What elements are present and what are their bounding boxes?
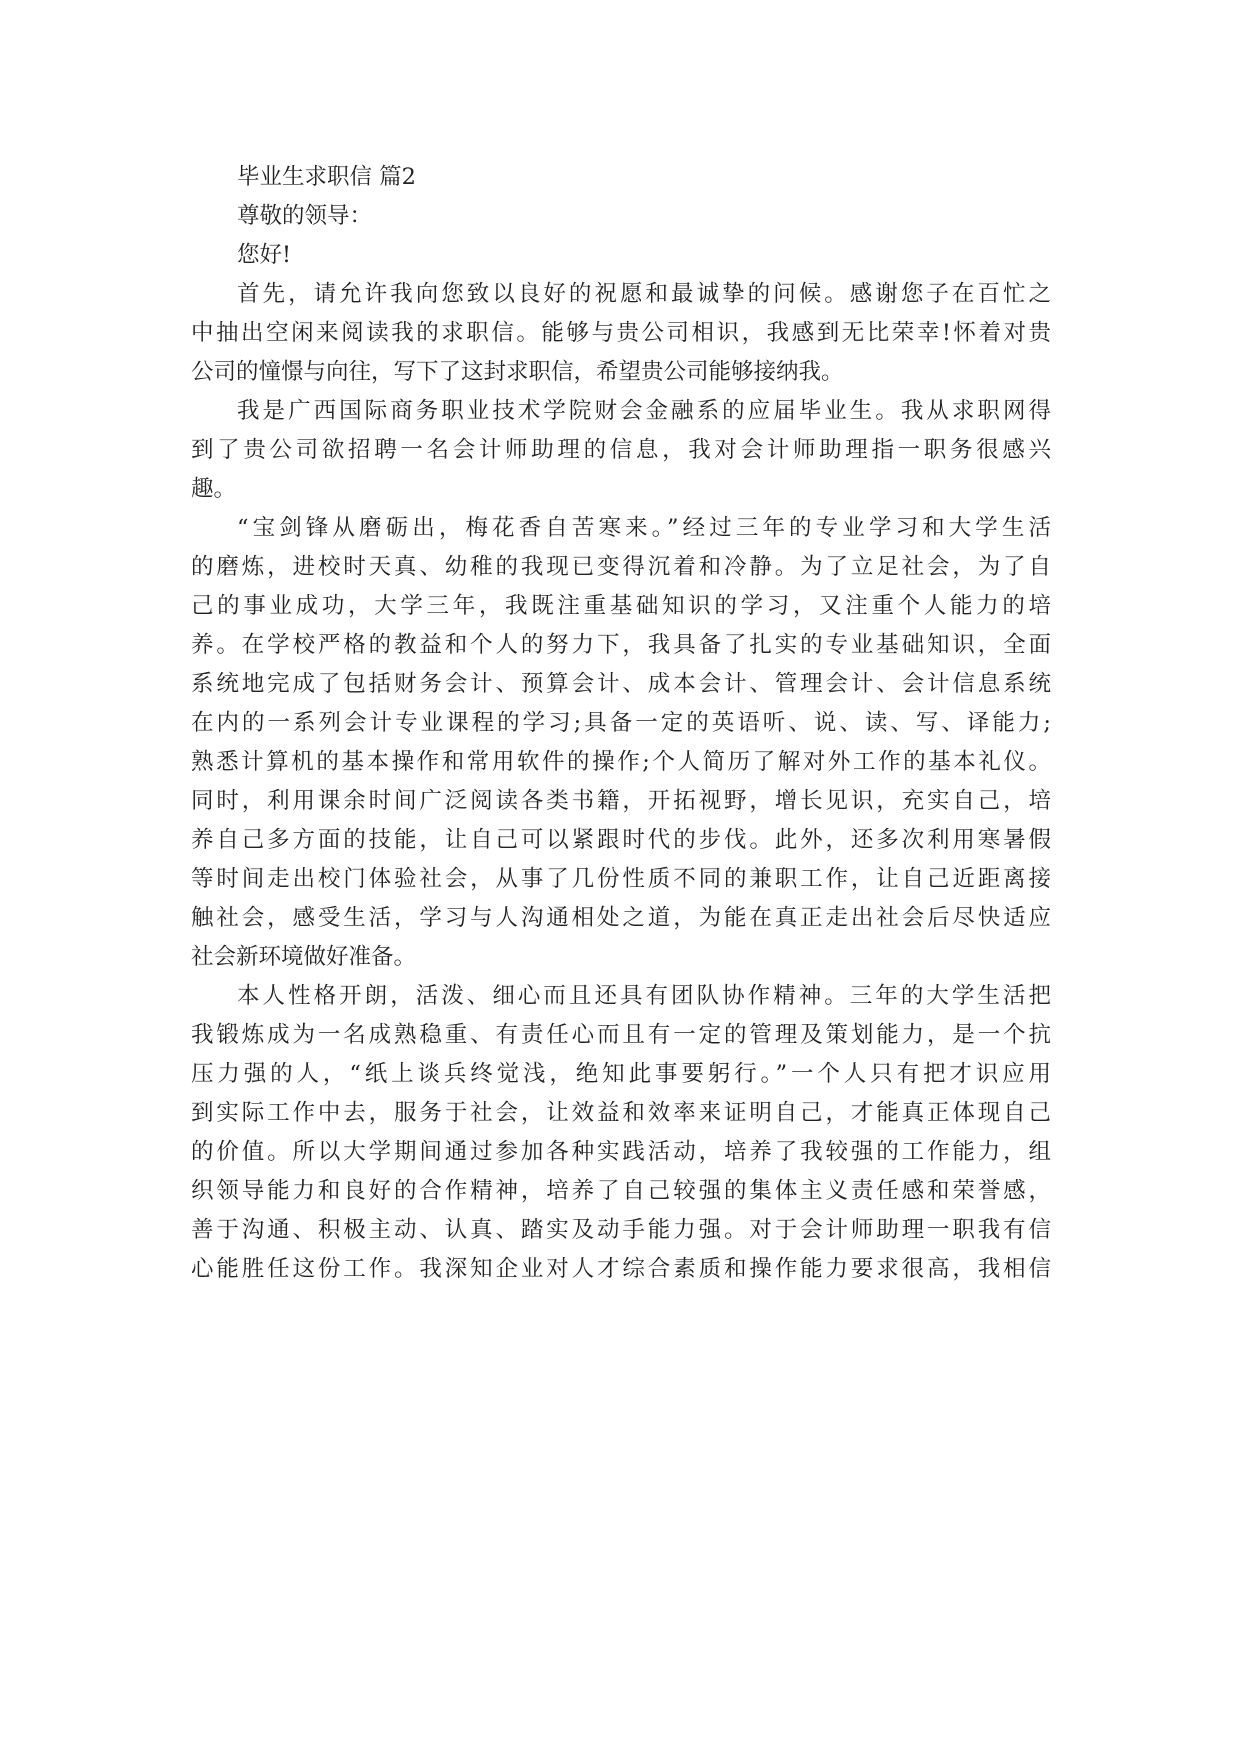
paragraph-2 (191, 392, 1051, 509)
paragraph-line: 到实际工作中去，服务于社会，让效益和效率来证明自己，才能真正体现自己 (191, 1100, 1051, 1126)
paragraph-line: 我是广西国际商务职业技术学院财会金融系的应届毕业生。我从求职网得 (237, 398, 1051, 424)
paragraph-line: 首先，请允许我向您致以良好的祝愿和最诚挚的问候。感谢您子在百忙之 (237, 281, 1051, 307)
paragraph-1 (191, 275, 1051, 392)
paragraph-line: 心能胜任这份工作。我深知企业对人才综合素质和操作能力要求很高，我相信 (191, 1256, 1051, 1282)
paragraph-line: 在内的一系列会计专业课程的学习;具备一定的英语听、说、读、写、译能力; (191, 710, 1051, 736)
paragraph-line: 的磨炼，进校时天真、幼稚的我现已变得沉着和冷静。为了立足社会，为了自 (191, 554, 1051, 580)
paragraph-line: 养。在学校严格的教益和个人的努力下，我具备了扎实的专业基础知识，全面 (191, 632, 1051, 658)
paragraph-line: 等时间走出校门体验社会，从事了几份性质不同的兼职工作，让自己近距离接 (191, 866, 1051, 892)
letter-body (191, 158, 1051, 1289)
paragraph-line: 公司的憧憬与向往，写下了这封求职信，希望贵公司能够接纳我。 (191, 359, 844, 385)
paragraph-line: 的价值。所以大学期间通过参加各种实践活动，培养了我较强的工作能力，组 (191, 1139, 1051, 1165)
letter-heading: 毕业生求职信 篇2 (237, 164, 416, 190)
paragraph-line: 到了贵公司欲招聘一名会计师助理的信息，我对会计师助理指一职务很感兴 (191, 437, 1051, 463)
paragraph-line: 系统地完成了包括财务会计、预算会计、成本会计、管理会计、会计信息系统 (191, 671, 1051, 697)
paragraph-line: 熟悉计算机的基本操作和常用软件的操作;个人简历了解对外工作的基本礼仪。 (191, 749, 1051, 775)
paragraph-4 (191, 977, 1051, 1289)
paragraph-line: 趣。 (191, 476, 237, 502)
paragraph-3 (191, 509, 1051, 977)
paragraph-line: 己的事业成功，大学三年，我既注重基础知识的学习，又注重个人能力的培 (191, 593, 1051, 619)
paragraph-line: 中抽出空闲来阅读我的求职信。能够与贵公司相识，我感到无比荣幸!怀着对贵 (191, 320, 1051, 346)
paragraph-line: 社会新环境做好准备。 (191, 944, 417, 970)
paragraph-line: 同时，利用课余时间广泛阅读各类书籍，开拓视野，增长见识，充实自己，培 (191, 788, 1051, 814)
salutation: 尊敬的领导： (237, 203, 373, 229)
paragraph-line: 养自己多方面的技能，让自己可以紧跟时代的步伐。此外，还多次利用寒暑假 (191, 827, 1051, 853)
paragraph-line: 织领导能力和良好的合作精神，培养了自己较强的集体主义责任感和荣誉感， (191, 1178, 1051, 1204)
paragraph-line: “宝剑锋从磨砺出，梅花香自苦寒来。”经过三年的专业学习和大学生活 (237, 515, 1051, 541)
paragraph-line: 善于沟通、积极主动、认真、踏实及动手能力强。对于会计师助理一职我有信 (191, 1217, 1051, 1243)
greeting: 您好! (237, 242, 292, 268)
paragraph-line: 压力强的人，“纸上谈兵终觉浅，绝知此事要躬行。”一个人只有把才识应用 (191, 1061, 1051, 1087)
paragraph-line: 本人性格开朗，活泼、细心而且还具有团队协作精神。三年的大学生活把 (237, 983, 1051, 1009)
paragraph-line: 触社会，感受生活，学习与人沟通相处之道，为能在真正走出社会后尽快适应 (191, 905, 1051, 931)
paragraph-line: 我锻炼成为一名成熟稳重、有责任心而且有一定的管理及策划能力，是一个抗 (191, 1022, 1051, 1048)
